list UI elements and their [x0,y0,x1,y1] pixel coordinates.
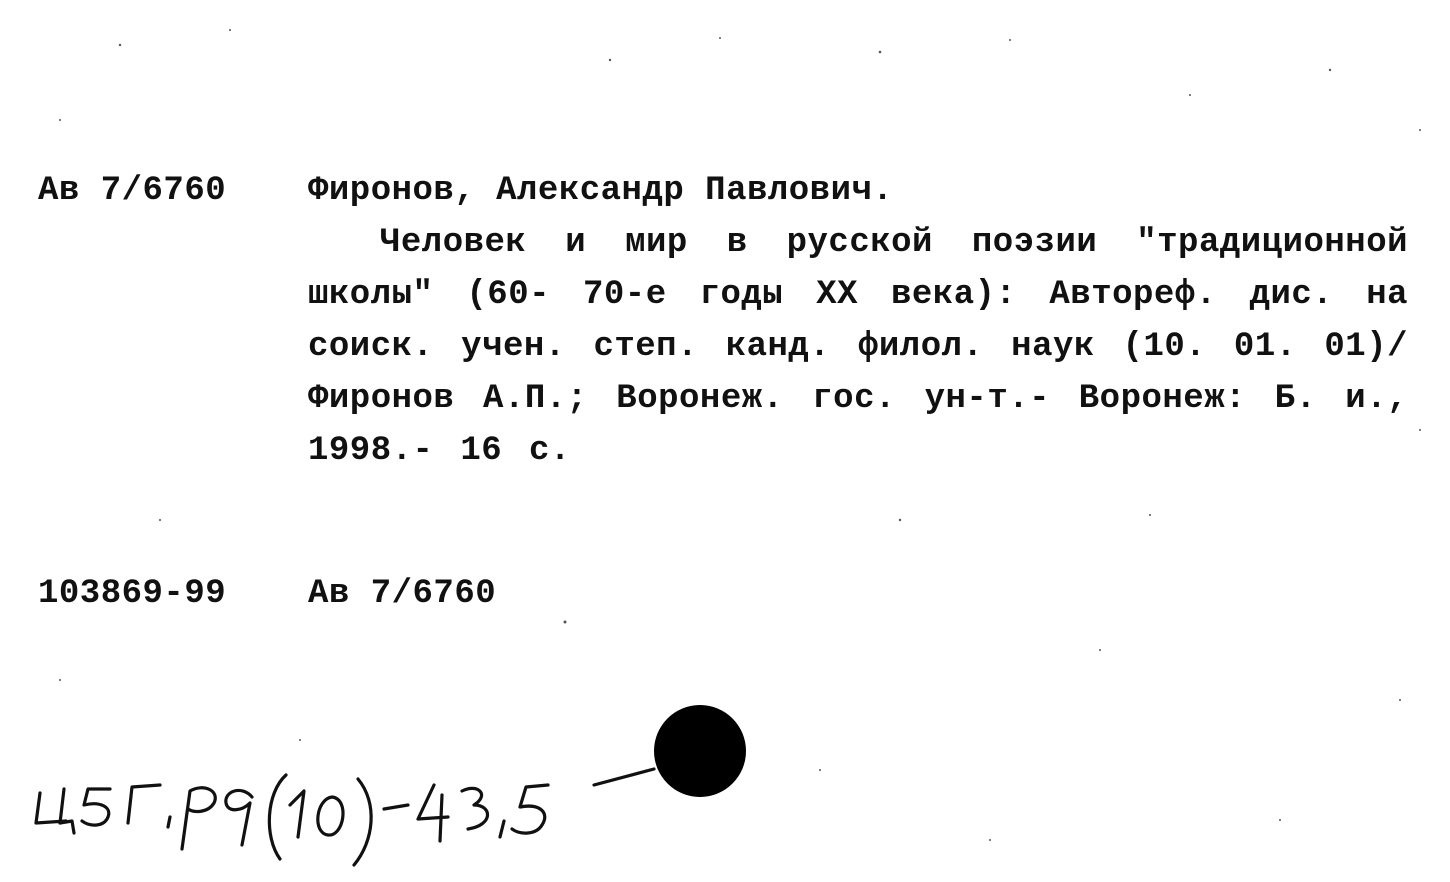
handwritten-classification [28,745,668,875]
punch-hole [654,705,746,797]
bibliographic-entry [308,165,1408,477]
entry-description: Человек и мир в русской поэзии "традиционной школы" (60- 70-е годы XX века): Автореф. дис. на соиск. учен. степ. канд. филол. наук (10. 01. 01)/ Фиронов А.П.; Воронеж. гос. ун-т.- Воронеж: Б. и., 1998.- 16 с. [308,224,1408,470]
inventory-shelf-mark: Ав 7/6760 [308,575,497,613]
author-heading: Фиронов, Александр Павлович. [308,172,894,210]
inventory-number: 103869-99 [38,575,227,613]
shelf-mark: Ав 7/6760 [38,172,227,210]
